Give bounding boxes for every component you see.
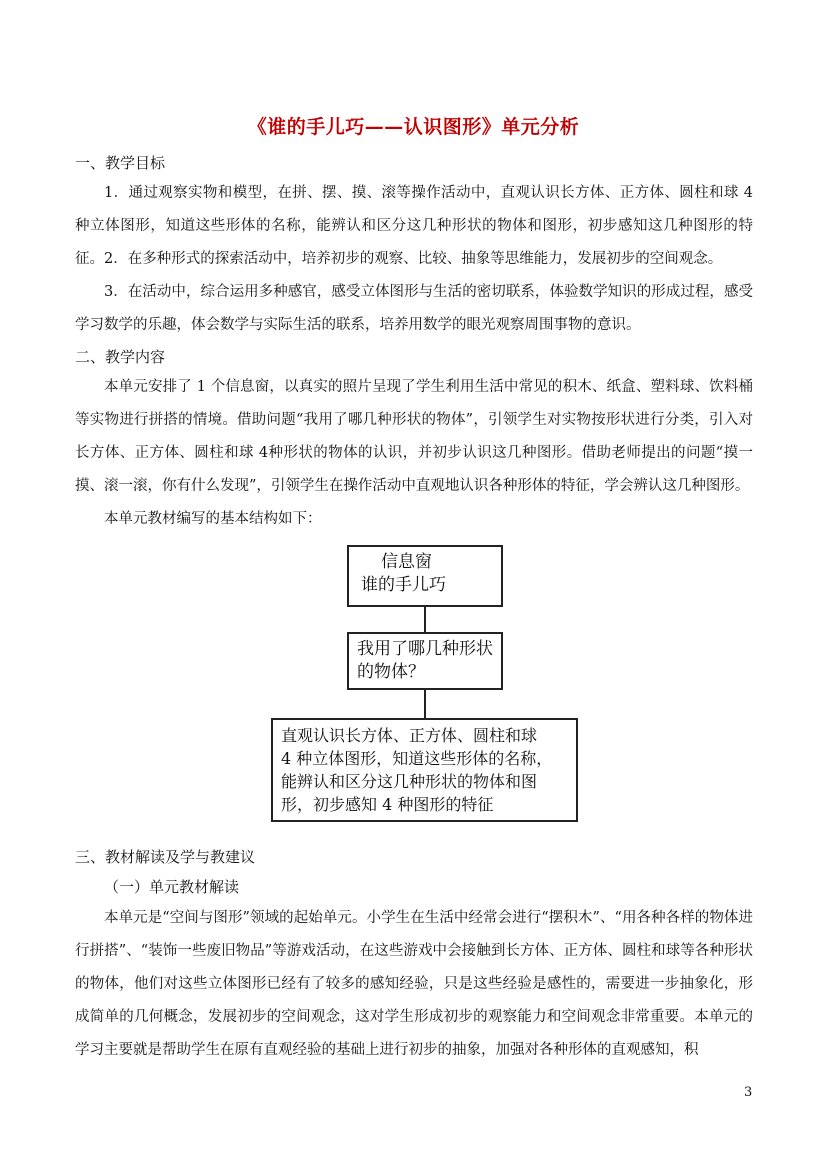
diagram-box-info-window [347, 545, 503, 607]
diagram-box-question [347, 632, 503, 690]
goal-item-1: 1．通过观察实物和模型，在拼、摆、摸、滚等操作活动中，直观认识长方体、正方体、圆柱和球 4 种立体图形，知道这些形体的名称，能辨认和区分这几种形状的物体和图形，初步感知这几种图形的特征。 [75, 185, 753, 267]
diagram-box-line: 形，初步感知 4 种图形的特征 [281, 795, 494, 814]
diagram-box-line: 直观认识长方体、正方体、圆柱和球 [281, 726, 538, 745]
diagram-box-line: 4 种立体图形，知道这些形体的名称， [281, 749, 553, 768]
diagram-box-line: 谁的手儿巧 [361, 575, 446, 595]
section-heading-analysis: 三、教材解读及学与教建议 [75, 848, 256, 866]
goal-item-3: 3．在活动中，综合运用多种感官，感受立体图形与生活的密切联系，体验数学知识的形成过程，感受学习数学的乐趣，体会数学与实际生活的联系，培养用数学的眼光观察周围事物的意识。 [75, 284, 753, 333]
section-heading-content: 二、教学内容 [75, 348, 166, 366]
content-paragraph: 本单元安排了 1 个信息窗，以真实的照片呈现了学生利用生活中常见的积木、纸盒、塑料球、饮料桶等实物进行拼搭的情境。借助问题“我用了哪几种形状的物体”，引领学生对实物按形状进行分类，引入对长方体、正方体、圆柱和球 4种形状的物体的认识，并初步认识这几种图形。借助老师提出的问题“摸一摸、滚一滚，你有什么发现”，引领学生在操作活动中直观地认识各种形体的特征，学会辨认这几种图形。 [75, 379, 753, 494]
diagram-box-line: 的物体？ [357, 662, 425, 682]
diagram-connector [424, 690, 426, 718]
diagram-box-line: 我用了哪几种形状 [357, 639, 493, 659]
diagram-box-recognize [271, 718, 578, 822]
page-number: 3 [744, 1085, 753, 1100]
section-heading-goals: 一、教学目标 [75, 154, 166, 172]
diagram-box-line: 信息窗 [381, 552, 432, 572]
analysis-paragraph: 本单元是“空间与图形”领域的起始单元。小学生在生活中经常会进行“摆积木”、“用各种各样的物体进行拼搭”、“装饰一些废旧物品”等游戏活动，在这些游戏中会接触到长方体、正方体、圆柱和球等各种形状的物体，他们对这些立体图形已经有了较多的感知经验，只是这些经验是感性的，需要进一步抽象化，形成简单的几何概念，发展初步的空间观念，这对学生形成初步的观察能力和空间观念非常重要。本单元的学习主要就是帮助学生在原有直观经验的基础上进行初步的抽象，加强对各种形体的直观感知，积 [75, 910, 753, 1058]
structure-intro: 本单元教材编写的基本结构如下： [104, 511, 322, 527]
page-title: 《谁的手儿巧——认识图形》单元分析 [247, 116, 580, 138]
diagram-box-line: 能辨认和区分这几种形状的物体和图 [281, 772, 538, 791]
goal-item-2: 2．在多种形式的探索活动中，培养初步的观察、比较、抽象等思维能力，发展初步的空间观念。 [104, 251, 723, 267]
subsection-heading: （一）单元教材解读 [104, 878, 240, 896]
diagram-connector [424, 607, 426, 632]
